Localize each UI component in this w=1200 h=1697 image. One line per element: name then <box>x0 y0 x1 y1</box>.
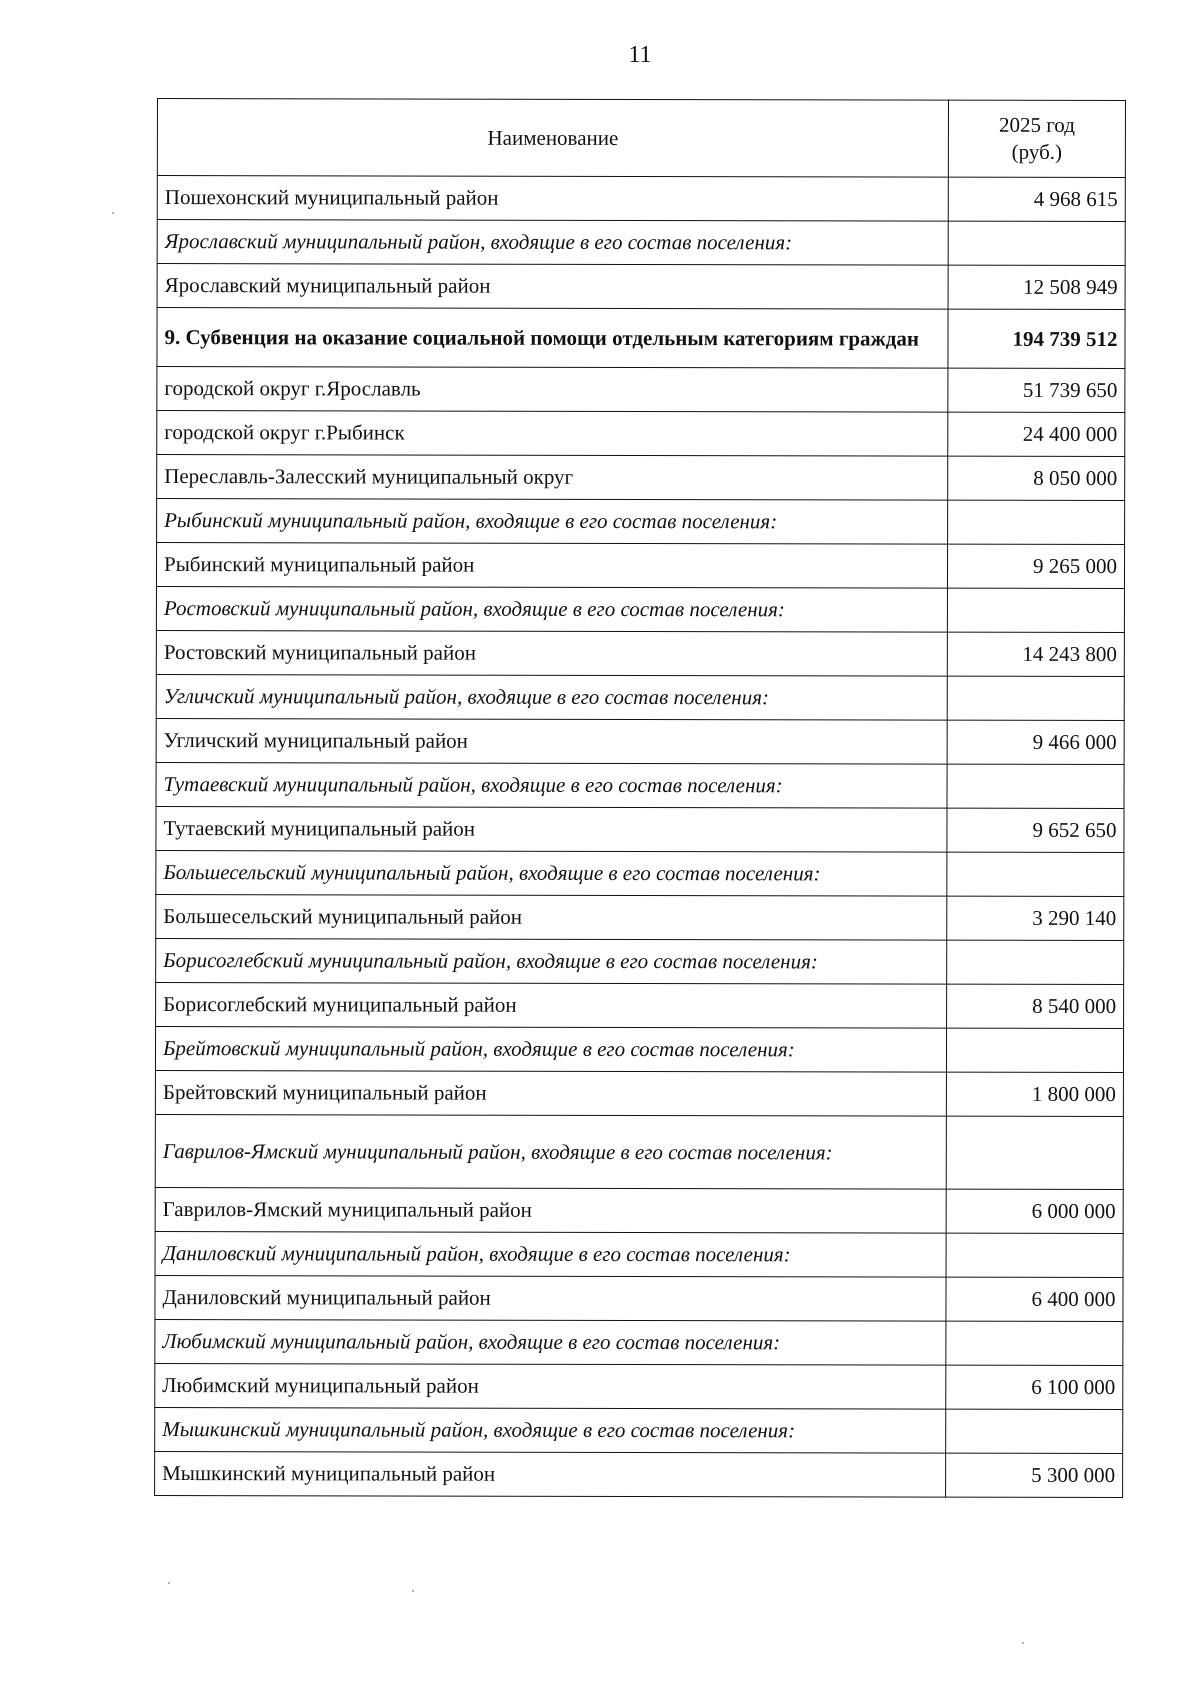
row-name: Любимский муниципальный район, входящие в его состав поселения: <box>155 1319 946 1365</box>
row-amount <box>947 852 1124 896</box>
row-amount: 6 000 000 <box>946 1189 1123 1233</box>
row-amount: 51 739 650 <box>948 368 1125 412</box>
table-row <box>156 587 1124 633</box>
scan-speck <box>412 1590 414 1592</box>
row-amount <box>948 500 1125 544</box>
column-header-amount-unit: (руб.) <box>1011 139 1063 164</box>
row-amount <box>947 940 1124 984</box>
row-name: 9. Субвенция на оказание социальной помощи отдельным категориям граждан <box>157 308 948 369</box>
row-name: Тутаевский муниципальный район, входящие в его состав поселения: <box>156 762 947 808</box>
row-amount: 9 466 000 <box>947 720 1124 764</box>
table-row <box>155 1363 1123 1409</box>
row-amount <box>948 221 1125 265</box>
row-name: Переславль-Залесский муниципальный округ <box>157 455 948 501</box>
table-row <box>156 938 1124 984</box>
row-name: Тутаевский муниципальный район <box>156 806 947 852</box>
row-name: Даниловский муниципальный район, входящие в его состав поселения: <box>155 1231 946 1277</box>
row-name: Гаврилов-Ямский муниципальный район, входящие в его состав поселения: <box>155 1114 946 1189</box>
scan-speck <box>1022 1642 1024 1644</box>
page-number: 11 <box>628 42 652 68</box>
row-amount <box>947 676 1124 720</box>
row-amount: 14 243 800 <box>947 632 1124 676</box>
table-row <box>157 411 1125 457</box>
row-name: Рыбинский муниципальный район, входящие в его состав поселения: <box>157 499 948 545</box>
budget-table <box>154 98 1126 1498</box>
row-name: Любимский муниципальный район <box>155 1363 946 1409</box>
table-row <box>156 674 1124 720</box>
table-row <box>156 543 1124 589</box>
row-name: Ростовский муниципальный район <box>156 630 947 676</box>
table-row <box>156 630 1124 676</box>
table-row <box>155 1187 1123 1233</box>
row-amount <box>946 1409 1123 1453</box>
row-name: Мышкинский муниципальный район <box>155 1451 946 1497</box>
row-amount: 194 739 512 <box>948 309 1125 368</box>
table-body <box>155 176 1126 1498</box>
table-row <box>155 1319 1123 1365</box>
row-amount: 3 290 140 <box>947 896 1124 940</box>
table-row <box>155 1114 1123 1189</box>
row-name: Рыбинский муниципальный район <box>156 543 947 589</box>
table-row <box>157 367 1125 413</box>
row-name: Даниловский муниципальный район <box>155 1275 946 1321</box>
table-row <box>155 1451 1123 1497</box>
table-row <box>157 176 1125 222</box>
row-amount <box>946 1116 1123 1189</box>
row-name: Угличский муниципальный район <box>156 718 947 764</box>
column-header-amount-year: 2025 год <box>998 112 1075 137</box>
column-header-amount <box>948 100 1125 177</box>
table-row <box>155 1231 1123 1277</box>
row-amount <box>946 1028 1123 1072</box>
row-name: Борисоглебский муниципальный район, входящие в его состав поселения: <box>156 938 947 984</box>
row-amount: 9 265 000 <box>947 544 1124 588</box>
table-row <box>156 718 1124 764</box>
row-name: Большесельский муниципальный район <box>156 894 947 940</box>
table-row <box>155 1275 1123 1321</box>
row-amount: 12 508 949 <box>948 265 1125 309</box>
row-amount: 9 652 650 <box>947 808 1124 852</box>
table-header-row <box>157 99 1125 178</box>
row-amount: 6 400 000 <box>946 1277 1123 1321</box>
table-row <box>155 1070 1123 1116</box>
row-name: Ростовский муниципальный район, входящие в его состав поселения: <box>156 587 947 633</box>
row-name: Ярославский муниципальный район <box>157 264 948 310</box>
table-row <box>155 1407 1123 1453</box>
table-row <box>157 220 1125 266</box>
row-amount <box>947 588 1124 632</box>
row-amount: 5 300 000 <box>946 1453 1123 1497</box>
table-row <box>156 850 1124 896</box>
table-row <box>157 455 1125 501</box>
row-name: Брейтовский муниципальный район <box>155 1070 946 1116</box>
row-name: Пошехонский муниципальный район <box>157 176 948 222</box>
column-header-name: Наименование <box>157 99 948 178</box>
row-name: городской округ г.Рыбинск <box>157 411 948 457</box>
table-row <box>156 894 1124 940</box>
row-name: Ярославский муниципальный район, входящие в его состав поселения: <box>157 220 948 266</box>
row-amount <box>946 1321 1123 1365</box>
row-name: Гаврилов-Ямский муниципальный район <box>155 1187 946 1233</box>
table-row <box>155 1026 1123 1072</box>
row-name: Угличский муниципальный район, входящие в его состав поселения: <box>156 674 947 720</box>
table-row <box>157 264 1125 310</box>
scan-speck <box>168 1582 170 1584</box>
row-amount: 8 050 000 <box>948 456 1125 500</box>
row-amount: 6 100 000 <box>946 1365 1123 1409</box>
table-row <box>156 982 1124 1028</box>
row-amount: 8 540 000 <box>947 984 1124 1028</box>
row-name: Мышкинский муниципальный район, входящие в его состав поселения: <box>155 1407 946 1453</box>
table-row-section-total <box>157 308 1125 369</box>
row-name: Брейтовский муниципальный район, входящие в его состав поселения: <box>155 1026 946 1072</box>
scan-speck <box>112 212 114 214</box>
row-name: Борисоглебский муниципальный район <box>156 982 947 1028</box>
row-amount: 1 800 000 <box>946 1072 1123 1116</box>
table-row <box>156 806 1124 852</box>
row-name: Большесельский муниципальный район, входящие в его состав поселения: <box>156 850 947 896</box>
row-name: городской округ г.Ярославль <box>157 367 948 413</box>
row-amount <box>946 1233 1123 1277</box>
row-amount: 4 968 615 <box>948 177 1125 221</box>
row-amount <box>947 764 1124 808</box>
table-row <box>157 499 1125 545</box>
table-row <box>156 762 1124 808</box>
row-amount: 24 400 000 <box>948 412 1125 456</box>
